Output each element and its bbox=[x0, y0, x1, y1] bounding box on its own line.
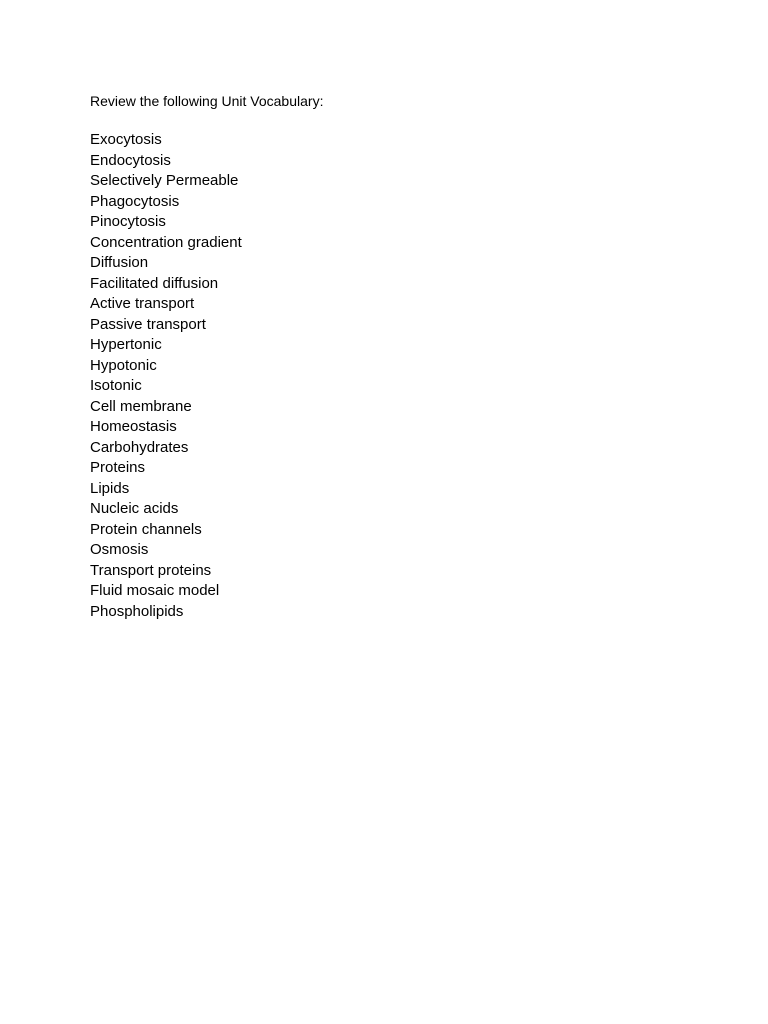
vocab-term: Selectively Permeable bbox=[90, 172, 239, 189]
vocab-term: Protein channels bbox=[90, 520, 202, 538]
vocab-term: Isotonic bbox=[90, 377, 142, 394]
vocabulary-list bbox=[90, 130, 242, 622]
vocab-term: Phagocytosis bbox=[90, 192, 180, 210]
vocab-term: Nucleic acids bbox=[90, 500, 179, 517]
vocab-term: Concentration gradient bbox=[90, 233, 242, 251]
vocab-term: Passive transport bbox=[90, 315, 206, 333]
vocab-term: Hypertonic bbox=[90, 336, 162, 353]
vocab-term: Endocytosis bbox=[90, 151, 171, 169]
vocab-term: Active transport bbox=[90, 295, 195, 312]
vocab-term: Homeostasis bbox=[90, 418, 177, 435]
vocab-term: Exocytosis bbox=[90, 131, 162, 148]
instruction-text: Review the following Unit Vocabulary: bbox=[90, 93, 324, 109]
vocab-term: Fluid mosaic model bbox=[90, 582, 220, 599]
vocab-term: Facilitated diffusion bbox=[90, 274, 219, 292]
vocab-term: Diffusion bbox=[90, 254, 149, 271]
vocab-term: Hypotonic bbox=[90, 356, 157, 374]
vocab-term: Pinocytosis bbox=[90, 213, 166, 230]
vocab-term: Osmosis bbox=[90, 541, 149, 558]
vocab-term: Phospholipids bbox=[90, 602, 184, 620]
vocab-term: Proteins bbox=[90, 459, 146, 476]
vocab-term: Carbohydrates bbox=[90, 438, 189, 456]
vocab-term: Transport proteins bbox=[90, 561, 212, 579]
vocab-term: Cell membrane bbox=[90, 397, 192, 415]
vocab-term: Lipids bbox=[90, 479, 130, 497]
